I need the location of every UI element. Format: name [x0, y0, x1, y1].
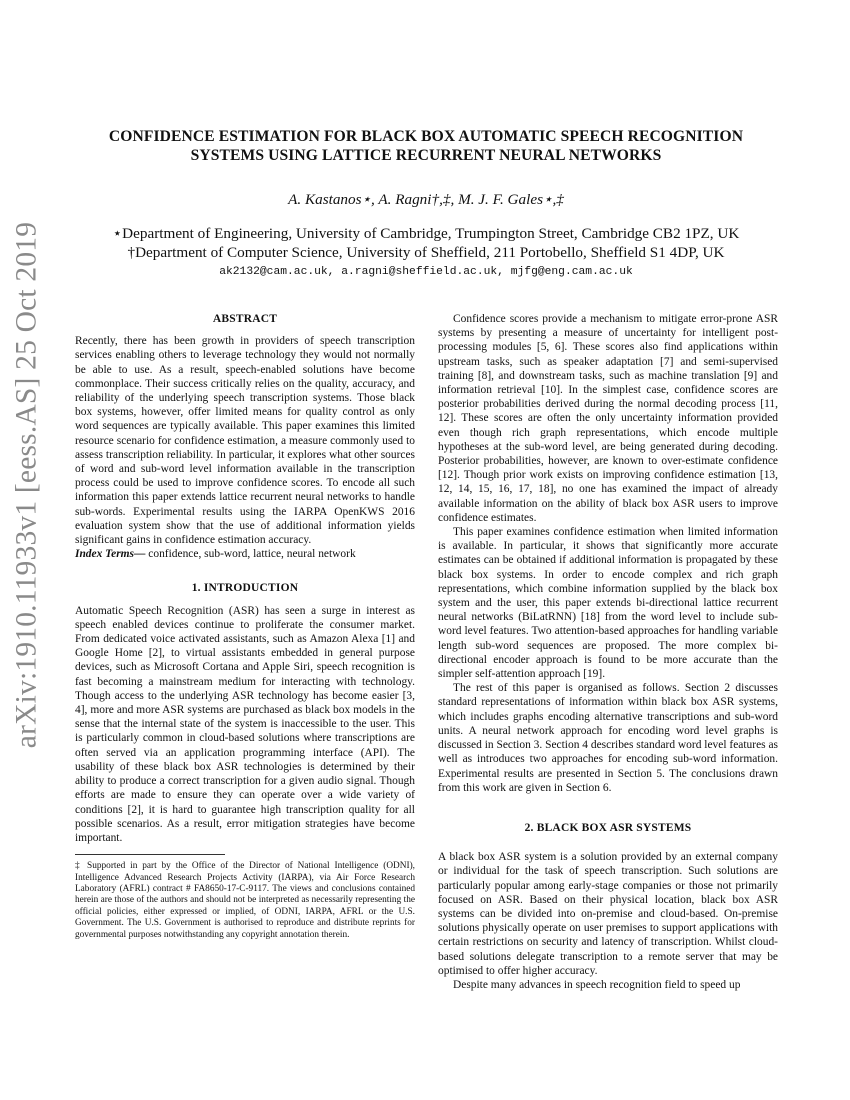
abstract-text: Recently, there has been growth in providers of speech transcription services enabling others to leverage technology they would not normally be able to use. As a result, speech-enabled solutions have become commonplace. Their success critically relies on the quality, accuracy, and reliability of the underlying speech transcription systems. Those black box systems, however, offer limited means for quality control as only word sequences are typically available. This paper examines this limited resource scenario for confidence estimation, a measure commonly used to assess transcription reliability. In particular, it explores what other sources of word and sub-word level information available in the transcription process could be used to improve confidence scores. To encode all such information this paper extends lattice recurrent neural networks to handle sub-words. Experimental results using the IARPA OpenKWS 2016 evaluation system show that the use of additional information yields significant gains in confidence estimation accuracy.	[75, 335, 415, 547]
author-emails: ak2132@cam.ac.uk, a.ragni@sheffield.ac.uk, mjfg@eng.cam.ac.uk	[219, 266, 633, 278]
paper-contribution-paragraph: This paper examines confidence estimation when limited information is available. In particular, it shows that significantly more accurate estimates can be obtained if additional information is propagated by these black box systems. In order to encode complex and rich graph representations, which combine information supplied by the black box system and the user, this paper extends bi-directional lattice recurrent neural networks (BiLatRNN) [18] from the word level to include sub-word level features. Two attention-based approaches for handling variable length sub-word sequences are proposed. The more complex bi-directional encoder approach is found to be more accurate than the simpler self-attention approach [19].	[438, 526, 778, 681]
affiliations	[60, 224, 792, 262]
introduction-paragraph: Automatic Speech Recognition (ASR) has seen a surge in interest as speech enabled devices continue to proliferate the consumer market. From dedicated voice activated assistants, such as Amazon Alexa [1] and Google Home [2], to virtual assistants embedded in general purpose devices, such as Microsoft Cortana and Apple Siri, speech recognition is fast becoming a mainstream medium for interacting with technology. Though access to the underlying ASR technology has become easier [3, 4], more and more ASR systems are purchased as black box models in the sense that the internal state of the system is inaccessible to the user. This is particularly common in cloud-based solutions where transcriptions are often served via an application programming interface (API). The usability of these black box ASR technologies is determined by their ability to produce a correct transcription for a given audio signal. Though efforts are made to ensure they can operate over a wide variety of conditions [2], it is hard to guarantee high transcription quality for all possible scenarios. As a result, error mitigation strategies have become important.	[75, 604, 415, 844]
authors: A. Kastanos⋆, A. Ragni†,‡, M. J. F. Gales⋆,‡	[288, 191, 564, 208]
index-terms	[75, 547, 415, 561]
left-column	[75, 312, 415, 941]
continuation-paragraph: Despite many advances in speech recognition field to speed up	[453, 978, 741, 991]
black-box-paragraph: A black box ASR system is a solution provided by an external company or individual for the task of speech transcription. Such solutions are particularly popular among early-stage companies or those not primarily focused on ASR. Based on their physical location, black box ASR systems can be divided into on-premise and cloud-based. On-premise solutions physically operate on user premises to support applications with certain restrictions on security and latency of transcription. Whilst cloud-based solutions delegate transcription to a remote server that may be optimised to offer higher accuracy.	[438, 851, 778, 977]
affiliation-cambridge: ⋆Department of Engineering, University of Cambridge, Trumpington Street, Cambridge CB2 1PZ, UK	[112, 225, 740, 242]
title-line-2: SYSTEMS USING LATTICE RECURRENT NEURAL NETWORKS	[190, 146, 662, 164]
paper-title	[60, 128, 792, 165]
right-column	[438, 312, 778, 992]
arxiv-stamp	[2, 221, 52, 749]
confidence-paragraph: Confidence scores provide a mechanism to mitigate error-prone ASR systems by presenting a measure of uncertainty for intelligent post-processing modules [5, 6]. These scores also find applications within upstream tasks, such as speaker adaptation [7] and semi-supervised training [8], and downstream tasks, such as machine translation [9] and information retrieval [10]. In the simplest case, confidence scores are posterior probabilities derived during the normal decoding process [11, 12]. These scores are often the only uncertainty information provided even though rich graph representations, which encode multiple hypotheses at the sub-word level, are being generated during decoding. Posterior probabilities, however, are known to over-estimate confidence [12]. Though prior work exists on improving confidence estimation [13, 12, 14, 15, 16, 17, 18], no one has examined the impact of already available information on the ability of black box ASR users to improve confidence estimates.	[438, 313, 778, 524]
footnote-divider	[75, 854, 225, 855]
introduction-heading: 1. INTRODUCTION	[191, 582, 299, 595]
affiliation-sheffield: †Department of Computer Science, University of Sheffield, 211 Portobello, Sheffield S1 4DP, UK	[127, 244, 725, 261]
index-terms-list: confidence, sub-word, lattice, neural network	[148, 548, 356, 561]
funding-footnote: ‡ Supported in part by the Office of the Director of National Intelligence (ODNI), Intelligence Advanced Research Projects Activity (IARPA), via Air Force Research Laboratory (AFRL) contract # FA8650-17-C-9117. The views and conclusions contained herein are those of the authors and should not be interpreted as necessarily representing the official policies, either expressed or implied, of ODNI, IARPA, AFRL or the U.S. Government. The U.S. Government is authorised to reproduce and distribute reprints for governmental purposes notwithstanding any copyright annotation therein.	[75, 861, 415, 940]
abstract-heading: ABSTRACT	[212, 313, 278, 325]
arxiv-identifier: arXiv:1910.11933v1 [eess.AS] 25 Oct 2019	[10, 221, 43, 749]
section-2-heading: 2. BLACK BOX ASR SYSTEMS	[524, 821, 692, 834]
title-block	[60, 128, 792, 278]
index-terms-label: Index Terms—	[75, 548, 146, 561]
title-line-1: CONFIDENCE ESTIMATION FOR BLACK BOX AUTOMATIC SPEECH RECOGNITION	[108, 128, 744, 145]
paper-organisation-paragraph: The rest of this paper is organised as follows. Section 2 discusses standard representations of information within black box ASR systems, which includes graphs encoding alternative transcriptions and sub-word units. A neural network approach for encoding word level graphs is discussed in Section 3. Section 4 describes standard word level features as well as introduces two approaches for encoding sub-word information. Experimental results are presented in Section 5. The conclusions drawn from this work are given in Section 6.	[438, 682, 778, 794]
